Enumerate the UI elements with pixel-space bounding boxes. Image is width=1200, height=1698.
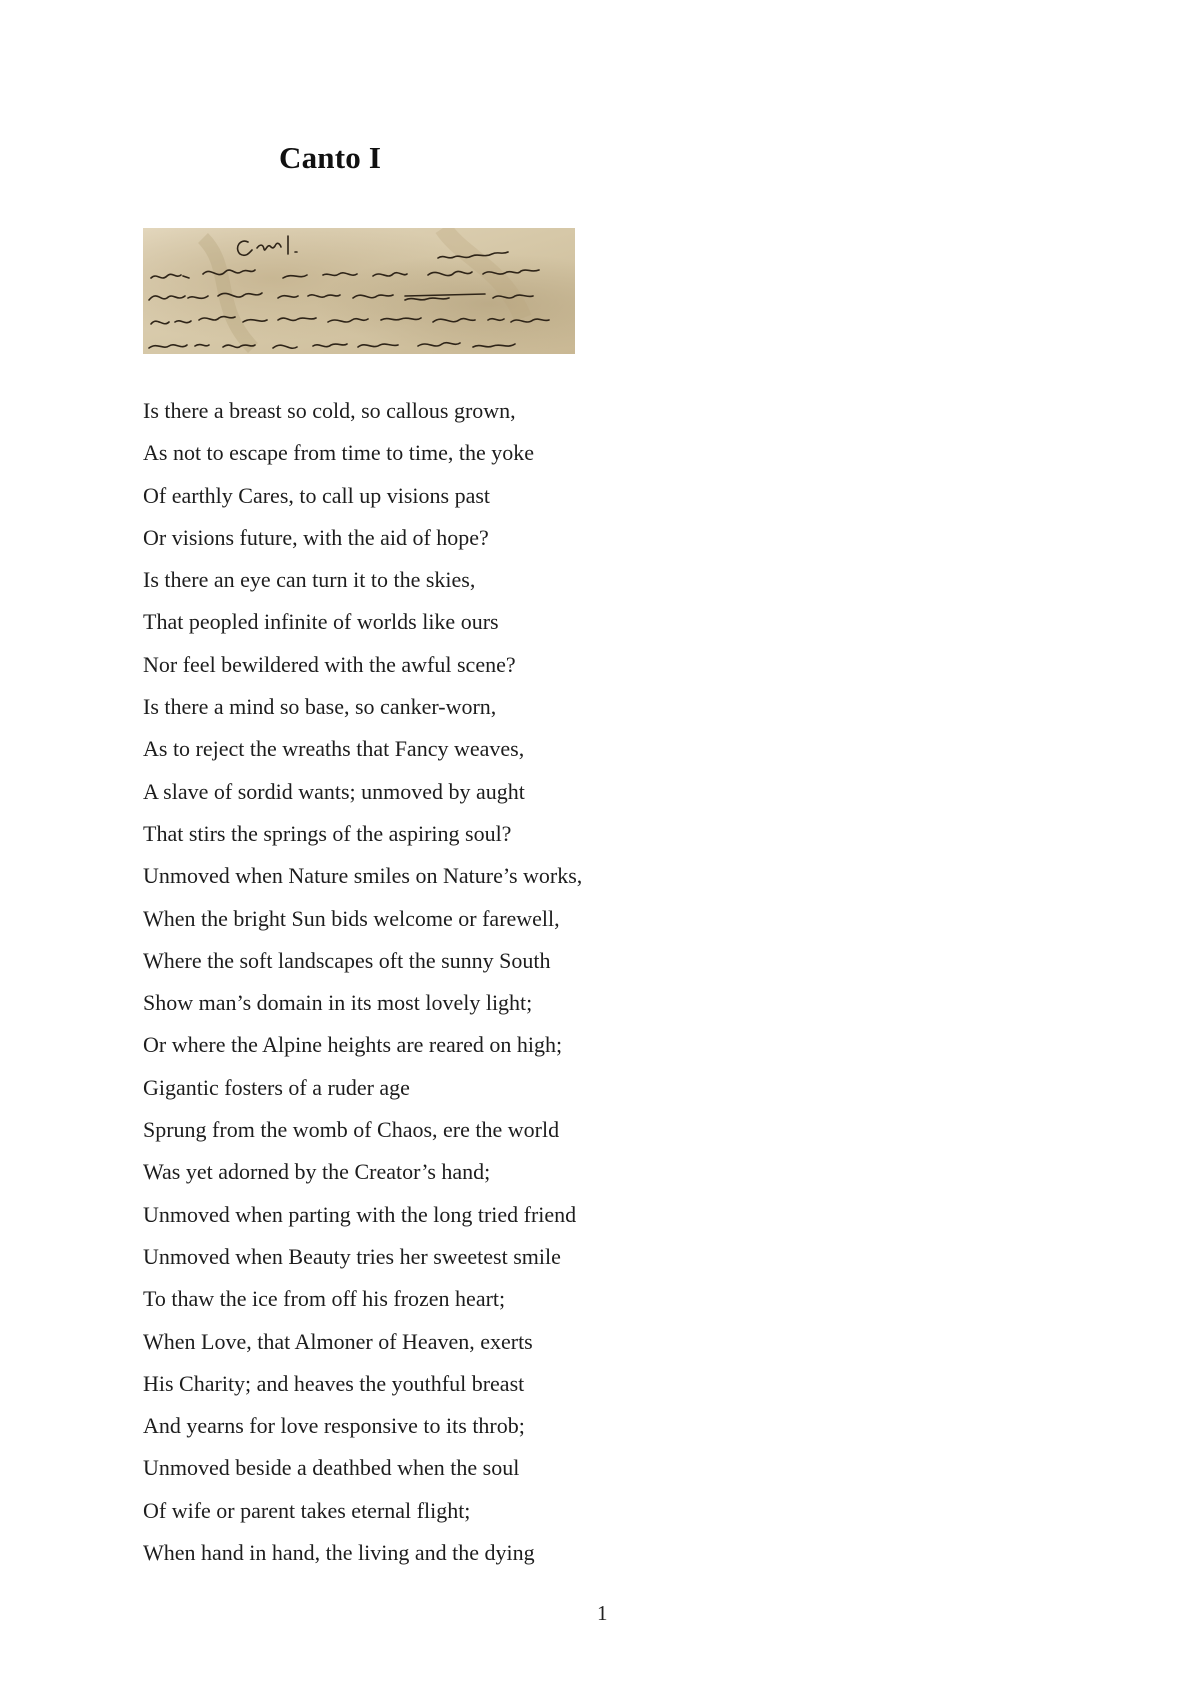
poem-line: Gigantic fosters of a ruder age (143, 1074, 410, 1100)
poem-body (143, 390, 582, 1574)
poem-line: To thaw the ice from off his frozen heart; (143, 1286, 506, 1312)
poem-line: Or visions future, with the aid of hope? (143, 524, 489, 550)
poem-line: When the bright Sun bids welcome or farewell, (143, 905, 560, 931)
poem-line: Unmoved when parting with the long tried friend (143, 1201, 577, 1227)
poem-line: Unmoved beside a deathbed when the soul (143, 1455, 520, 1481)
poem-line: Unmoved when Beauty tries her sweetest smile (143, 1243, 561, 1269)
poem-line: As to reject the wreaths that Fancy weaves, (143, 736, 525, 762)
manuscript-illustration (143, 228, 575, 354)
poem-line: Show man’s domain in its most lovely light; (143, 990, 533, 1016)
handwritten-manuscript-image (143, 228, 575, 354)
poem-line: Is there an eye can turn it to the skies, (143, 567, 476, 593)
poem-line: His Charity; and heaves the youthful breast (143, 1370, 525, 1396)
poem-line: When hand in hand, the living and the dying (143, 1540, 535, 1566)
poem-line: Sprung from the womb of Chaos, ere the world (143, 1117, 560, 1143)
poem-line: That peopled infinite of worlds like ours (143, 609, 499, 635)
poem-line: And yearns for love responsive to its throb; (143, 1413, 525, 1439)
poem-line: Where the soft landscapes oft the sunny South (143, 947, 551, 973)
poem-line: Of earthly Cares, to call up visions past (143, 482, 491, 508)
poem-line: Is there a breast so cold, so callous grown, (143, 398, 516, 423)
poem-line: Of wife or parent takes eternal flight; (143, 1497, 471, 1523)
poem-line: A slave of sordid wants; unmoved by aught (143, 778, 525, 804)
poem-line: That stirs the springs of the aspiring soul? (143, 820, 512, 846)
poem-line: Unmoved when Nature smiles on Nature’s works, (143, 863, 583, 889)
page-number: 1 (597, 1601, 608, 1625)
poem-line: Was yet adorned by the Creator’s hand; (143, 1159, 491, 1185)
page-title: Canto I (279, 140, 382, 175)
poem-line: Nor feel bewildered with the awful scene? (143, 651, 516, 677)
poem-line: When Love, that Almoner of Heaven, exerts (143, 1328, 533, 1354)
poem-line: As not to escape from time to time, the yoke (143, 440, 535, 466)
poem-line: Or where the Alpine heights are reared on high; (143, 1032, 563, 1058)
poem-line: Is there a mind so base, so canker-worn, (143, 694, 497, 720)
